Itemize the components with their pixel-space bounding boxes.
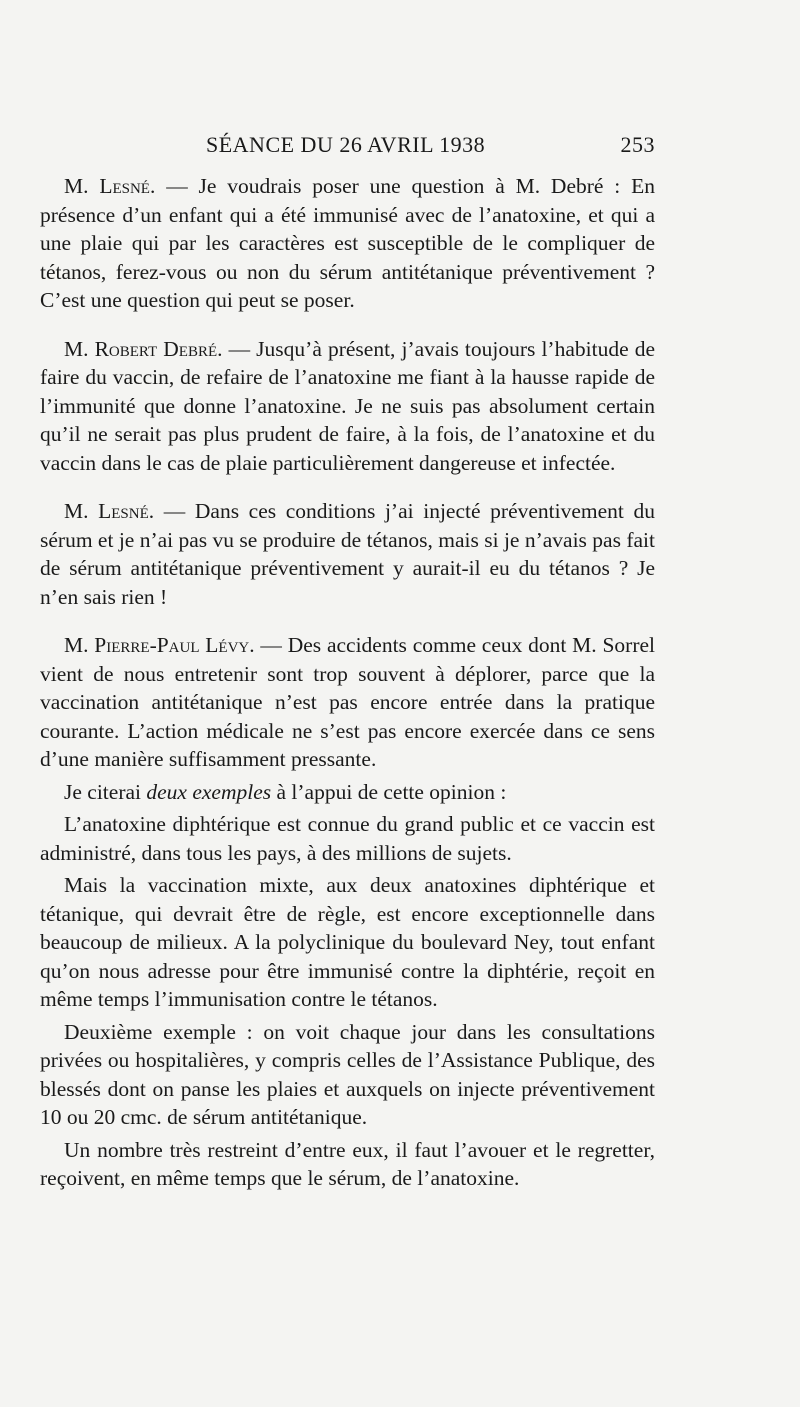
paragraph-text: — Je voudrais poser une question à M. Debré : En présence d’un enfant qui a été immunisé avec de l’anatoxine, et qui a une plaie qui par les caractères est susceptible de le compliquer de tétanos, ferez-vous ou non du sérum antitétanique préventivement ? C’est une question qui peut se poser. (40, 174, 656, 312)
paragraph (40, 1136, 655, 1193)
paragraph (40, 172, 655, 315)
page-body (40, 172, 655, 1193)
paragraph-text: L’anatoxine diphtérique est connue du grand public et ce vaccin est administré, dans tous les pays, à des millions de sujets. (40, 812, 655, 865)
paragraph-text: — Jusqu’à présent, j’avais toujours l’habitude de faire du vaccin, de refaire de l’anatoxine me fiant à la hausse rapide de l’immunité que donne l’anatoxine. Je ne suis pas absolument certain qu’il ne serait pas plus prudent de faire, à la fois, de l’anatoxine et du vaccin dans le cas de plaie particulièrement dangereuse et infectée. (40, 336, 655, 475)
paragraph (40, 631, 655, 774)
paragraph (40, 497, 655, 611)
emphasis-text: deux exemples (146, 779, 272, 804)
paragraph (40, 810, 655, 867)
paragraph (40, 871, 655, 1014)
paragraph-text: — Dans ces conditions j’ai injecté préventivement du sérum et je n’ai pas vu se produire de tétanos, mais si je n’avais pas fait de sérum antitétanique préventivement y aurait-il eu du tétanos ? Je n’en sais rien ! (40, 499, 656, 609)
paragraph (40, 335, 655, 478)
speaker-name: M. Robert Debré. (64, 336, 223, 361)
paragraph (40, 778, 655, 807)
paragraph (40, 1018, 655, 1132)
paragraph-text: Mais la vaccination mixte, aux deux anatoxines diphtérique et tétanique, qui devrait être de règle, est encore exceptionnelle dans beaucoup de milieux. A la polyclinique du boulevard Ney, tout enfant qu’on nous adresse pour être immunisé contre la diphtérie, reçoit en même temps l’immunisation contre le tétanos. (40, 873, 655, 1011)
running-title: SÉANCE DU 26 AVRIL 1938 (206, 132, 486, 157)
speaker-name: M. Lesné. (64, 174, 156, 198)
paragraph-text: à l’appui de cette opinion : (271, 779, 507, 804)
paragraph-text: Je citerai (64, 779, 147, 804)
page-header (206, 132, 655, 164)
speaker-name: M. Pierre-Paul Lévy. (64, 633, 255, 657)
paragraph-text: Deuxième exemple : on voit chaque jour dans les consultations privées ou hospitalières, y compris celles de l’Assistance Publique, des blessés dont on panse les plaies et auxquels on injecte préventivement 10 ou 20 cmc. de sérum antitétanique. (40, 1019, 655, 1129)
page-number: 253 (620, 132, 655, 157)
paragraph-text: — Des accidents comme ceux dont M. Sorrel vient de nous entretenir sont trop souvent à déplorer, parce que la vaccination antitétanique n’est pas encore entrée dans la pratique courante. L’action médicale ne s’est pas encore exercée dans ce sens d’une manière suffisamment pressante. (40, 633, 655, 771)
speaker-name: M. Lesné. (64, 499, 155, 523)
paragraph-text: Un nombre très restreint d’entre eux, il faut l’avouer et le regretter, reçoivent, en même temps que le sérum, de l’anatoxine. (40, 1137, 655, 1190)
